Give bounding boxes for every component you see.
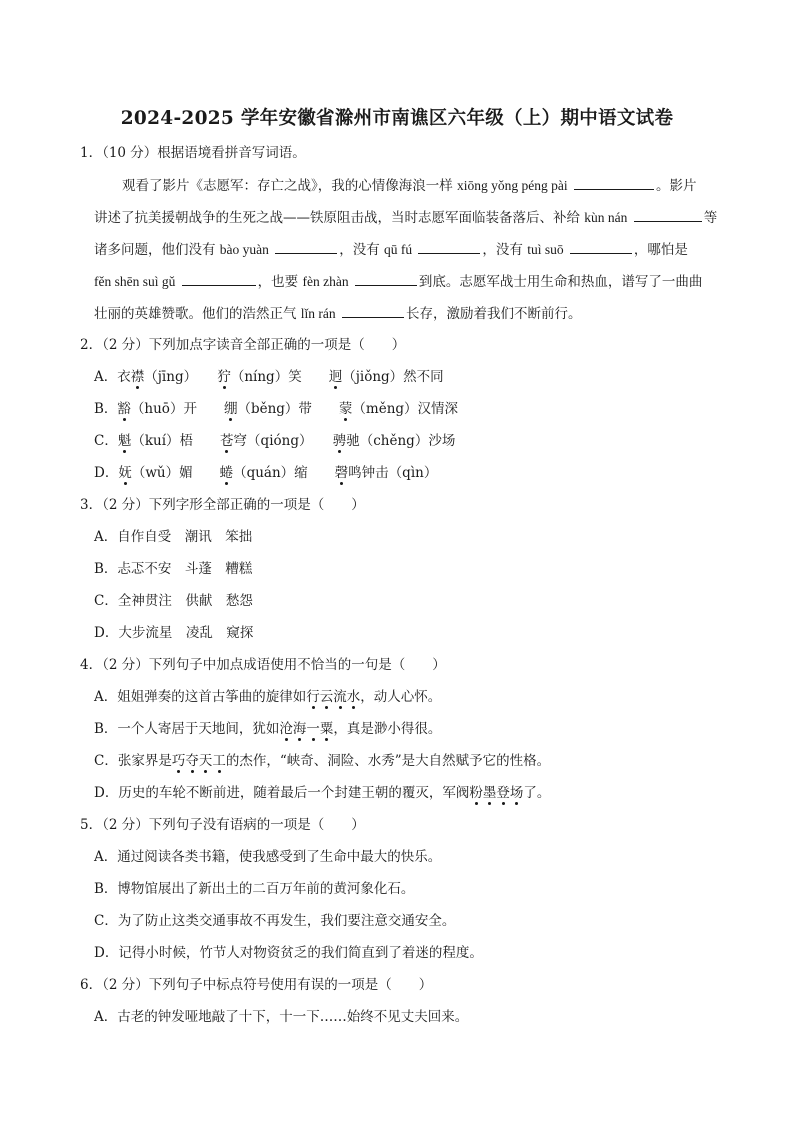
q3-option-c[interactable]: C．全神贯注 供献 愁怨 <box>94 593 253 609</box>
dotted-char: 登 <box>496 785 510 801</box>
q4-option-c[interactable]: C．张家界是巧夺天工的杰作，“峡奇、洞险、水秀”是大自然赋予它的性格。 <box>94 753 551 769</box>
pinyin-qufu: qū fú <box>384 242 413 257</box>
q3-option-a[interactable]: A．自作自受 潮讯 笨拙 <box>94 529 253 545</box>
dotted-char: 襟 <box>130 369 145 385</box>
pinyin-linran: lǐn rán <box>300 306 336 321</box>
dotted-char: 巧 <box>171 753 186 769</box>
q5-option-c[interactable]: C．为了防止这类交通事故不再发生，我们要注意交通安全。 <box>94 913 456 929</box>
dotted-char: 绷 <box>223 401 238 417</box>
q4-option-a[interactable]: A．姐姐弹奏的这首古筝曲的旋律如行云流水，动人心怀。 <box>94 689 442 705</box>
dotted-char: 水 <box>346 689 361 705</box>
q5-option-a[interactable]: A．通过阅读各类书籍，使我感受到了生命中最大的快乐。 <box>94 849 442 865</box>
q2-option-d[interactable]: D．妩（wǔ）媚 蜷（quán）缩 磬鸣钟击（qìn） <box>94 465 438 481</box>
dotted-char: 磬 <box>334 465 349 481</box>
dotted-char: 粉 <box>469 785 483 801</box>
answer-blank-8[interactable] <box>342 303 404 318</box>
q1-line-5: 壮丽的英雄赞歌。他们的浩然正气 lǐn rán 长存，激励着我们不断前行。 <box>94 303 581 324</box>
dotted-char: 墨 <box>482 785 497 801</box>
dotted-char: 流 <box>333 689 347 705</box>
dotted-char: 工 <box>212 753 226 769</box>
dotted-char: 一 <box>306 721 320 737</box>
dotted-char: 蒙 <box>338 401 353 417</box>
q1-heading: 1．（10 分）根据语境看拼音写词语。 <box>80 145 306 161</box>
q3-option-b[interactable]: B．忐忑不安 斗蓬 糟糕 <box>94 561 253 577</box>
pinyin-fenshensuigu: fěn shēn suì gǔ <box>94 274 176 289</box>
q5-option-b[interactable]: B．博物馆展出了新出土的二百万年前的黄河象化石。 <box>94 881 415 897</box>
q1-line-3: 诸多问题，他们没有 bào yuàn ，没有 qū fú ，没有 tuì suō ，哪怕是 <box>94 239 688 260</box>
dotted-char: 场 <box>509 785 524 801</box>
answer-blank-1[interactable] <box>574 175 654 190</box>
pinyin-kunnan: kùn nán <box>584 210 628 225</box>
q1-line-4: fěn shēn suì gǔ ，也要 fèn zhàn 到底。志愿军战士用生命和热血，谱写了一曲曲 <box>94 271 702 292</box>
dotted-char: 夺 <box>185 753 199 769</box>
q5-option-d[interactable]: D．记得小时候，竹节人对物资贫乏的我们简直到了着迷的程度。 <box>94 945 483 961</box>
dotted-char: 妩 <box>118 465 132 481</box>
answer-blank-7[interactable] <box>355 271 417 286</box>
answer-blank-2[interactable] <box>634 207 702 222</box>
dotted-char: 云 <box>319 689 334 705</box>
q1-line-2: 讲述了抗美援朝战争的生死之战——铁原阻击战，当时志愿军面临装备落后、补给 kùn nán 等 <box>94 207 717 228</box>
q4-option-d[interactable]: D．历史的车轮不断前进，随着最后一个封建王朝的覆灭，军阀粉墨登场了。 <box>94 785 551 801</box>
q4-option-b[interactable]: B．一个人寄居于天地间，犹如沧海一粟，真是渺小得很。 <box>94 721 442 737</box>
dotted-idiom <box>306 689 360 705</box>
q6-heading: 6．（2 分）下列句子中标点符号使用有误的一项是（ ） <box>80 977 433 993</box>
dotted-idiom <box>172 753 226 769</box>
answer-blank-3[interactable] <box>275 239 337 254</box>
answer-blank-5[interactable] <box>570 239 632 254</box>
dotted-char: 狞 <box>217 369 231 385</box>
dotted-char: 沧 <box>279 721 293 737</box>
q2-option-b[interactable]: B．豁（huō）开 绷（běng）带 蒙（měng）汉情深 <box>94 401 459 417</box>
q1-line-1: 观看了影片《志愿军：存亡之战》，我的心情像海浪一样 xiōng yǒng péng pài 。影片 <box>122 175 696 196</box>
pinyin-tuisuo: tuì suō <box>527 242 564 257</box>
dotted-char: 行 <box>306 689 320 705</box>
q2-option-a[interactable]: A．衣襟（jīng） 狞（níng）笑 迥（jiǒng）然不同 <box>94 369 444 385</box>
q5-heading: 5．（2 分）下列句子没有语病的一项是（ ） <box>80 817 365 833</box>
dotted-char: 粟 <box>319 721 334 737</box>
dotted-idiom <box>279 721 333 737</box>
dotted-char: 海 <box>292 721 307 737</box>
dotted-char: 蜷 <box>219 465 234 481</box>
q3-heading: 3．（2 分）下列字形全部正确的一项是（ ） <box>80 497 365 513</box>
q2-option-c[interactable]: C．魁（kuí）梧 苍穹（qióng） 骋驰（chěng）沙场 <box>94 433 456 449</box>
dotted-char: 苍 <box>220 433 234 449</box>
answer-blank-4[interactable] <box>418 239 480 254</box>
dotted-char: 骋 <box>332 433 347 449</box>
pinyin-fenzhan: fèn zhàn <box>302 274 349 289</box>
q3-option-d[interactable]: D．大步流星 凌乱 窥探 <box>94 625 254 641</box>
q2-heading: 2．（2 分）下列加点字读音全部正确的一项是（ ） <box>80 337 406 353</box>
dotted-char: 天 <box>198 753 213 769</box>
q6-option-a[interactable]: A．古老的钟发哑地敲了十下，十一下……始终不见丈夫回来。 <box>94 1009 469 1025</box>
exam-title: 2024-2025 学年安徽省滁州市南谯区六年级（上）期中语文试卷 <box>120 108 674 129</box>
pinyin-baoyuan: bào yuàn <box>219 242 269 257</box>
dotted-char: 豁 <box>117 401 131 417</box>
dotted-char: 迥 <box>328 369 343 385</box>
q4-heading: 4．（2 分）下列句子中加点成语使用不恰当的一句是（ ） <box>80 657 446 673</box>
dotted-idiom <box>469 785 523 801</box>
pinyin-xiongyongpengpai: xiōng yǒng péng pài <box>457 178 568 193</box>
dotted-char: 魁 <box>117 433 132 449</box>
answer-blank-6[interactable] <box>182 271 256 286</box>
